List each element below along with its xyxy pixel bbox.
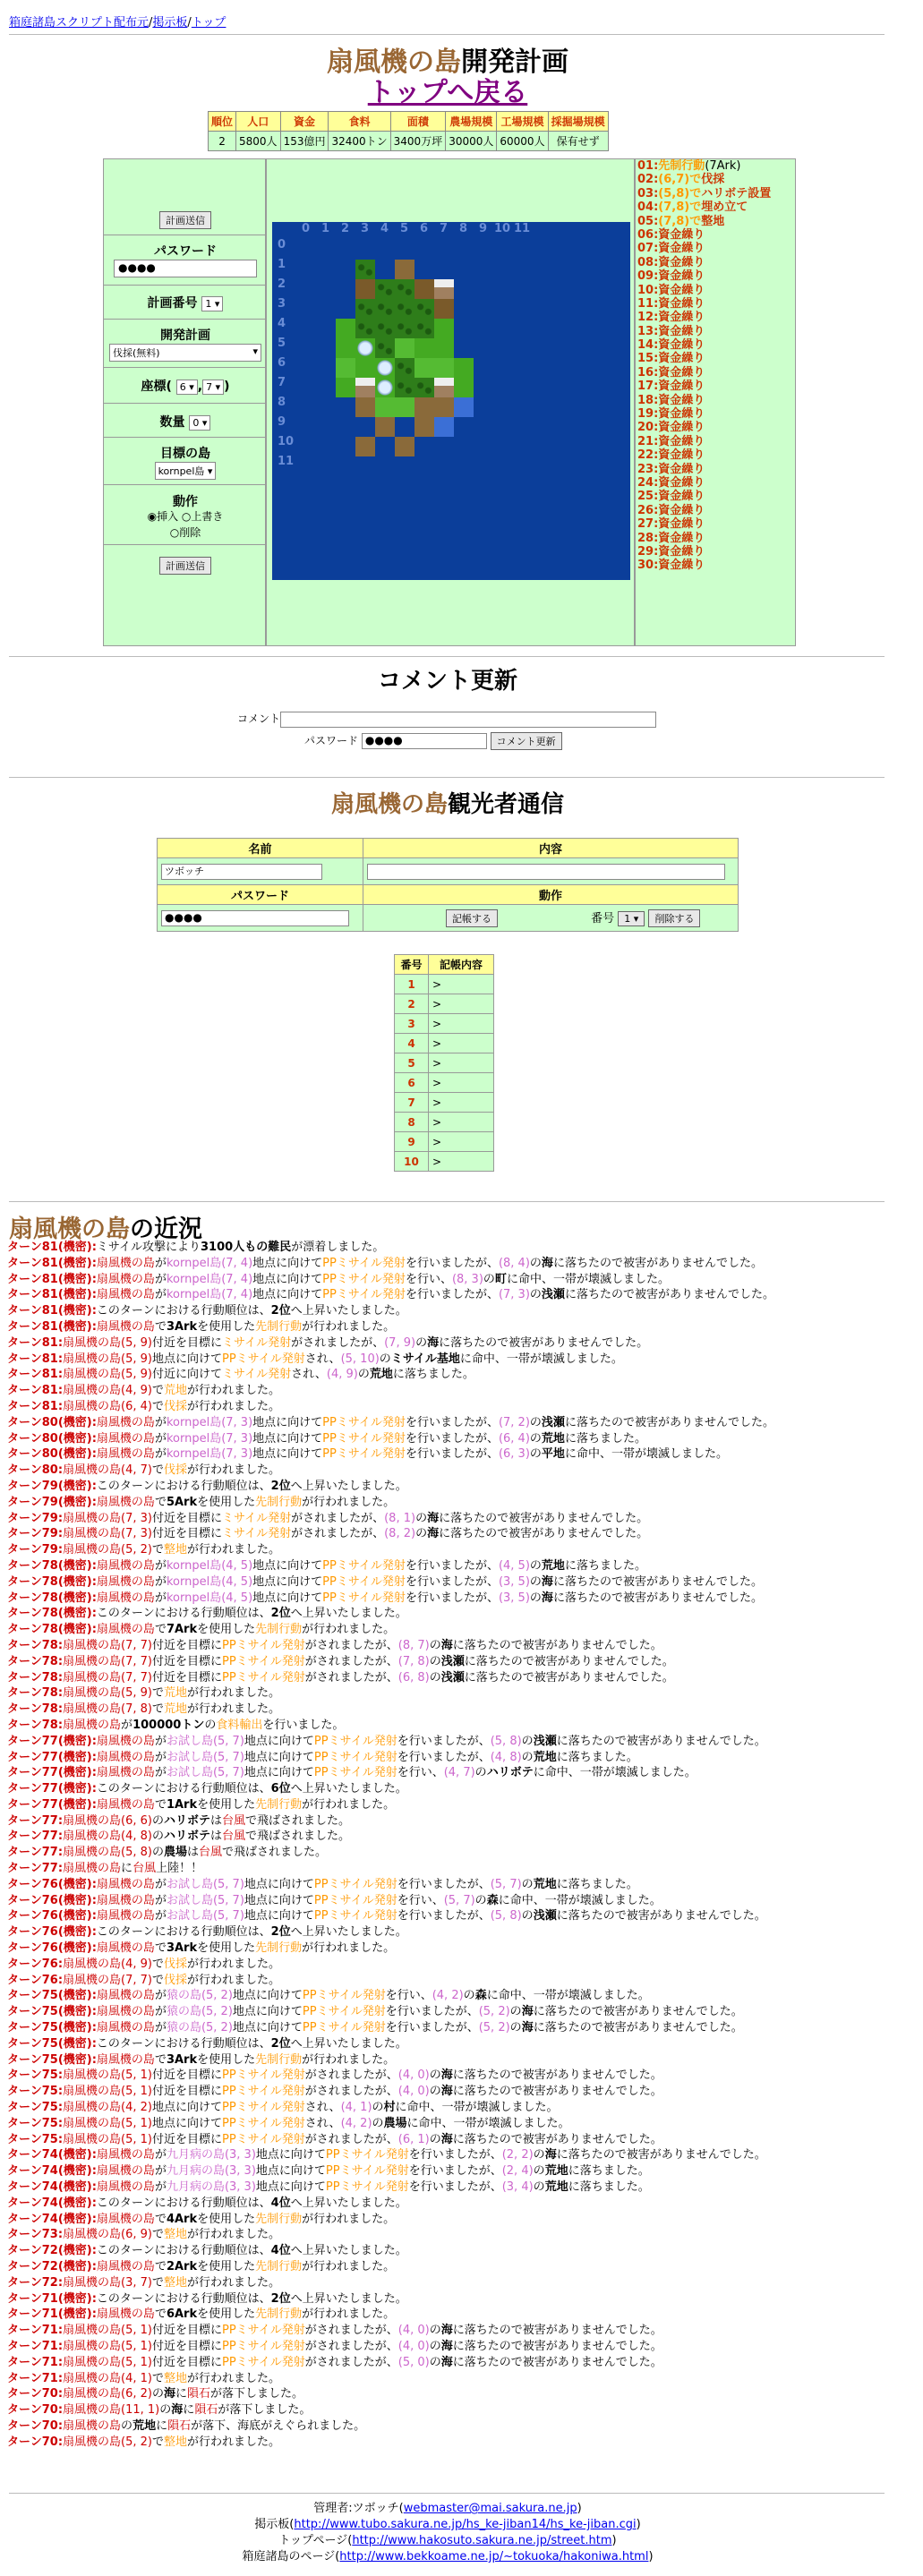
map-tile[interactable]: [375, 378, 395, 397]
log-entry: ターン71:扇風機の島(5, 1)付近を目標にPPミサイル発射がされましたが、(5, 0)の海に落ちたので被害がありませんでした。: [7, 2355, 662, 2369]
command-item[interactable]: 28:資金繰り: [637, 531, 705, 545]
map-tile[interactable]: [414, 319, 434, 338]
submit-plan-button[interactable]: 計画送信: [159, 211, 211, 229]
row-content: >: [429, 975, 494, 994]
map-tile[interactable]: [395, 378, 414, 397]
map-tile[interactable]: [355, 437, 375, 456]
map-col-label: 9: [479, 222, 488, 235]
map-tile[interactable]: [355, 279, 375, 299]
log-entry: ターン78:扇風機の島(7, 8)で荒地が行われました。: [7, 1702, 281, 1717]
map-tile[interactable]: [355, 397, 375, 417]
map-row-label: 11: [278, 455, 295, 468]
map-tile[interactable]: [434, 358, 454, 378]
divider: [9, 777, 885, 778]
quantity-select[interactable]: 0 ▾: [189, 415, 210, 431]
map-tile[interactable]: [336, 378, 355, 397]
submit-plan-button-2[interactable]: 計画送信: [159, 557, 211, 575]
map-row-label: 1: [278, 258, 286, 271]
coord-x-select[interactable]: 6 ▾: [176, 380, 198, 395]
comment-input[interactable]: [280, 712, 656, 728]
map-tile[interactable]: [336, 358, 355, 378]
nav-link-distributor[interactable]: 箱庭諸島スクリプト配布元: [9, 16, 150, 30]
map-row-label: 7: [278, 376, 286, 389]
map-row-label: 0: [278, 238, 286, 252]
command-item[interactable]: 07:資金繰り: [637, 242, 705, 256]
log-entry: ターン76(機密):扇風機の島がお試し島(5, 7)地点に向けてPPミサイル発射を行いましたが、(5, 7)の荒地に落ちました。: [7, 1877, 638, 1891]
log-entry: ターン71:扇風機の島(5, 1)付近を目標にPPミサイル発射がされましたが、(4, 0)の海に落ちたので被害がありませんでした。: [7, 2324, 662, 2338]
log-entry: ターン74(機密):扇風機の島で4Arkを使用した先制行動が行われました。: [7, 2212, 396, 2226]
map-tile[interactable]: [336, 319, 355, 338]
command-item[interactable]: 02:(6,7)で伐採: [637, 173, 725, 187]
map-tile[interactable]: [355, 378, 375, 397]
log-entry: ターン77(機密):扇風機の島がお試し島(5, 7)地点に向けてPPミサイル発射を行いましたが、(5, 8)の浅瀬に落ちたので被害がありませんでした。: [7, 1734, 766, 1748]
post-button[interactable]: 記帳する: [446, 909, 498, 927]
log-entry: ターン77:扇風機の島(4, 8)のハリボテは台風で飛ばされました。: [7, 1830, 351, 1844]
log-entry: ターン80(機密):扇風機の島がkornpel島(7, 3)地点に向けてPPミサイル発射を行いましたが、(6, 3)の平地に命中、一帯が壊滅しました。: [7, 1447, 728, 1462]
map-col-label: 8: [459, 222, 468, 235]
log-entry: ターン72(機密):このターンにおける行動順位は、4位へ上昇いたしました。: [7, 2244, 407, 2258]
password-label: パスワード: [154, 244, 217, 259]
row-content: >: [429, 1152, 494, 1172]
map-col-label: 5: [400, 222, 409, 235]
dev-plan-select[interactable]: 伐採(無料) ▾: [109, 344, 261, 362]
log-entry: ターン75(機密):扇風機の島で3Arkを使用した先制行動が行われました。: [7, 2052, 396, 2067]
log-entry: ターン79:扇風機の島(7, 3)付近を目標にミサイル発射がされましたが、(8, 2)の海に落ちたので被害がありませんでした。: [7, 1527, 649, 1541]
island-stats-table: [208, 111, 609, 151]
map-row-label: 9: [278, 415, 286, 429]
map-tile[interactable]: [395, 338, 414, 358]
back-to-top: [0, 70, 895, 109]
row-content: >: [429, 1132, 494, 1152]
map-col-label: 6: [420, 222, 429, 235]
comment-password-input[interactable]: ●●●●: [362, 733, 487, 749]
command-item[interactable]: 27:資金繰り: [637, 517, 705, 532]
radio-delete[interactable]: ○: [169, 526, 180, 539]
map-tile[interactable]: [454, 378, 474, 397]
log-entry: ターン77:扇風機の島に台風上陸！！: [7, 1862, 203, 1876]
command-item[interactable]: 20:資金繰り: [637, 421, 705, 435]
map-row-label: 4: [278, 317, 286, 330]
command-item[interactable]: 22:資金繰り: [637, 448, 705, 463]
log-entry: ターン80(機密):扇風機の島がkornpel島(7, 3)地点に向けてPPミサイル発射を行いましたが、(6, 4)の荒地に落ちました。: [7, 1431, 646, 1446]
command-item[interactable]: 24:資金繰り: [637, 475, 705, 490]
map-tile[interactable]: [454, 397, 474, 417]
log-entry: ターン75:扇風機の島(4, 2)地点に向けてPPミサイル発射され、(4, 1)の村に命中、一帯が壊滅しました。: [7, 2101, 559, 2115]
log-entry: ターン75(機密):扇風機の島が猿の島(5, 2)地点に向けてPPミサイル発射を行いましたが、(5, 2)の海に落ちたので被害がありませんでした。: [7, 2005, 743, 2019]
log-entry: ターン71(機密):このターンにおける行動順位は、2位へ上昇いたしました。: [7, 2291, 407, 2306]
log-entry: ターン79(機密):このターンにおける行動順位は、2位へ上昇いたしました。: [7, 1479, 407, 1493]
log-entry: ターン77:扇風機の島(5, 8)の農場は台風で飛ばされました。: [7, 1846, 328, 1860]
log-entry: ターン76(機密):扇風機の島がお試し島(5, 7)地点に向けてPPミサイル発射を行い、(5, 7)の森に命中、一帯が壊滅しました。: [7, 1893, 662, 1907]
command-item[interactable]: 19:資金繰り: [637, 407, 705, 422]
table-row: [395, 1093, 494, 1113]
log-entry: ターン78:扇風機の島(5, 9)で荒地が行われました。: [7, 1686, 281, 1701]
row-number: 2: [395, 994, 429, 1014]
log-entry: ターン75:扇風機の島(5, 1)付近を目標にPPミサイル発射がされましたが、(4, 0)の海に落ちたので被害がありませんでした。: [7, 2085, 662, 2099]
log-entry: ターン78(機密):扇風機の島がkornpel島(4, 5)地点に向けてPPミサイル発射を行いましたが、(3, 5)の海に落ちたので被害がありませんでした。: [7, 1591, 763, 1605]
command-item[interactable]: 12:資金繰り: [637, 311, 705, 325]
command-item[interactable]: 01:先制行動(7Ark): [637, 159, 741, 173]
plan-panel: 計画送信 パスワード ●●●● 計画番号 1 ▾ 開発計画 伐採(無料) ▾ 座標( 6 ▾ , 7 ▾ ) 数量 0 ▾ 目標の島 kornpel島 ▾ 動作 ◉挿入 ○上書き ○削除 計画送信: [103, 158, 266, 646]
table-row: [395, 1034, 494, 1053]
log-entry: ターン79:扇風機の島(5, 2)で整地が行われました。: [7, 1543, 281, 1557]
log-entry: ターン71(機密):扇風機の島で6Arkを使用した先制行動が行われました。: [7, 2307, 396, 2322]
command-item[interactable]: 06:資金繰り: [637, 227, 705, 242]
map-tile[interactable]: [395, 299, 414, 319]
map-row-label: 8: [278, 396, 286, 409]
plan-number-select[interactable]: 1 ▾: [201, 296, 223, 311]
log-entry: ターン81:扇風機の島(5, 9)地点に向けてPPミサイル発射され、(5, 10)のミサイル基地に命中、一帯が壊滅しました。: [7, 1352, 623, 1366]
quantity-label: 数量: [159, 415, 185, 430]
nav-link-top[interactable]: トップ: [191, 16, 226, 30]
row-number: 5: [395, 1053, 429, 1073]
row-content: >: [429, 1073, 494, 1093]
row-content: >: [429, 994, 494, 1014]
map-tile[interactable]: [414, 338, 434, 358]
coord-y-select[interactable]: 7 ▾: [202, 380, 224, 395]
command-item[interactable]: 15:資金繰り: [637, 352, 705, 366]
table-row: [395, 1132, 494, 1152]
comment-update-button[interactable]: コメント更新: [491, 732, 562, 750]
log-entry: ターン75:扇風機の島(5, 1)付近を目標にPPミサイル発射がされましたが、(6, 1)の海に落ちたので被害がありませんでした。: [7, 2132, 662, 2146]
map-tile[interactable]: [375, 358, 395, 378]
recent-news-log: [7, 1240, 911, 2451]
log-entry: ターン78(機密):扇風機の島で7Arkを使用した先制行動が行われました。: [7, 1623, 396, 1637]
bbs-password-input[interactable]: ●●●●: [161, 910, 349, 926]
command-item[interactable]: 21:資金繰り: [637, 434, 705, 448]
log-entry: ターン75:扇風機の島(5, 1)付近を目標にPPミサイル発射がされましたが、(4, 0)の海に落ちたので被害がありませんでした。: [7, 2068, 662, 2083]
plan-number-label: 計画番号: [147, 296, 198, 311]
command-item[interactable]: 16:資金繰り: [637, 365, 705, 380]
bbs-link[interactable]: http://www.tubo.sakura.ne.jp/hs_ke-jiban14/hs_ke-jiban.cgi: [294, 2518, 637, 2531]
map-tile[interactable]: [434, 378, 454, 397]
stats-header: 資金: [280, 112, 329, 132]
map-tile[interactable]: [434, 397, 454, 417]
target-island-select[interactable]: kornpel島 ▾: [155, 462, 217, 480]
map-tile[interactable]: [355, 319, 375, 338]
log-entry: ターン81(機密):扇風機の島がkornpel島(7, 4)地点に向けてPPミサイル発射を行いましたが、(8, 4)の海に落ちたので被害がありませんでした。: [7, 1256, 763, 1270]
log-entry: ターン74(機密):扇風機の島が九月病の島(3, 3)地点に向けてPPミサイル発射を行いましたが、(3, 4)の荒地に落ちました。: [7, 2180, 650, 2195]
log-entry: ターン70:扇風機の島の荒地に隕石が落下、海底がえぐられました。: [7, 2418, 366, 2433]
log-entry: ターン77(機密):扇風機の島で1Arkを使用した先制行動が行われました。: [7, 1797, 396, 1812]
map-tile[interactable]: [434, 279, 454, 299]
delete-button[interactable]: 削除する: [648, 909, 700, 927]
log-entry: ターン76:扇風機の島(4, 9)で伐採が行われました。: [7, 1957, 281, 1971]
map-tile[interactable]: [336, 338, 355, 358]
bbs-title: 扇風機の島観光者通信: [330, 791, 565, 818]
command-item[interactable]: 18:資金繰り: [637, 393, 705, 407]
command-item[interactable]: 10:資金繰り: [637, 283, 705, 297]
map-tile[interactable]: [395, 358, 414, 378]
table-row: [395, 1152, 494, 1172]
back-to-top-link[interactable]: トップへ戻る: [367, 77, 528, 108]
command-item[interactable]: 13:資金繰り: [637, 324, 705, 338]
comment-title: コメント更新: [377, 668, 517, 695]
stats-value: 保有せず: [548, 132, 608, 151]
map-tile[interactable]: [395, 437, 414, 456]
command-item[interactable]: 08:資金繰り: [637, 255, 705, 269]
log-entry: ターン78:扇風機の島(7, 7)付近を目標にPPミサイル発射がされましたが、(6, 8)の浅瀬に落ちたので被害がありませんでした。: [7, 1670, 674, 1685]
log-entry: ターン70:扇風機の島(5, 2)で整地が行われました。: [7, 2435, 281, 2449]
row-content: >: [429, 1093, 494, 1113]
log-entry: ターン77(機密):このターンにおける行動順位は、6位へ上昇いたしました。: [7, 1782, 407, 1796]
map-col-label: 0: [302, 222, 311, 235]
password-input[interactable]: ●●●●: [114, 260, 257, 277]
dev-plan-label: 開発計画: [160, 328, 210, 343]
map-col-label: 11: [514, 222, 531, 235]
command-item[interactable]: 26:資金繰り: [637, 503, 705, 517]
footer: 管理者:ツボッチ(webmaster@mai.sakura.ne.jp) 掲示板(http://www.tubo.sakura.ne.jp/hs_ke-jiban14/hs_ke-jiban.cgi) トップページ(http://www.hakosuto.sakura.ne.jp/street.htm) 箱庭諸島のページ(http://www.bekkoame.ne.jp/~tokuoka/hakoniwa.html): [242, 2502, 654, 2563]
divider: [9, 656, 885, 657]
log-entry: ターン79:扇風機の島(7, 3)付近を目標にミサイル発射がされましたが、(8, 1)の海に落ちたので被害がありませんでした。: [7, 1511, 649, 1525]
map-tile[interactable]: [375, 319, 395, 338]
top-nav: 箱庭諸島スクリプト配布元/掲示板/トップ: [9, 16, 226, 30]
log-entry: ターン81(機密):ミサイル攻撃により3100人もの難民が漂着しました。: [7, 1241, 385, 1254]
log-entry: ターン78:扇風機の島が100000トンの食料輸出を行いました。: [7, 1718, 345, 1732]
log-entry: ターン74(機密):扇風機の島が九月病の島(3, 3)地点に向けてPPミサイル発射を行いましたが、(2, 2)の海に落ちたので被害がありませんでした。: [7, 2148, 766, 2162]
stats-value: 153億円: [280, 132, 329, 151]
nav-link-bbs[interactable]: 掲示板: [152, 16, 188, 30]
log-entry: ターン76(機密):扇風機の島で3Arkを使用した先制行動が行われました。: [7, 1941, 396, 1956]
map-tile[interactable]: [434, 299, 454, 319]
divider: [9, 1201, 885, 1202]
log-entry: ターン76:扇風機の島(7, 7)で伐採が行われました。: [7, 1973, 281, 1987]
page-title: 扇風機の島開発計画: [327, 47, 568, 78]
command-item[interactable]: 14:資金繰り: [637, 338, 705, 353]
log-entry: ターン81(機密):扇風機の島がkornpel島(7, 4)地点に向けてPPミサイル発射を行い、(8, 3)の町に命中、一帯が壊滅しました。: [7, 1272, 670, 1286]
row-number: 4: [395, 1034, 429, 1053]
stats-value: 60000人: [497, 132, 548, 151]
log-entry: ターン81:扇風機の島(6, 4)で伐採が行われました。: [7, 1399, 281, 1413]
command-item[interactable]: 25:資金繰り: [637, 490, 705, 504]
stats-header: 順位: [209, 112, 236, 132]
map-tile[interactable]: [434, 417, 454, 437]
name-input[interactable]: ツボッチ: [161, 864, 322, 880]
admin-email-link[interactable]: webmaster@mai.sakura.ne.jp: [403, 2502, 577, 2515]
row-number: 8: [395, 1113, 429, 1132]
map-tile[interactable]: [395, 319, 414, 338]
map-col-label: 10: [494, 222, 511, 235]
delete-number-select[interactable]: 1 ▾: [618, 911, 645, 926]
content-input[interactable]: [367, 864, 725, 880]
log-entry: ターン80(機密):扇風機の島がkornpel島(7, 3)地点に向けてPPミサイル発射を行いましたが、(7, 2)の浅瀬に落ちたので被害がありませんでした。: [7, 1415, 774, 1429]
target-island-label: 目標の島: [160, 447, 210, 461]
table-row: [395, 1113, 494, 1132]
map-col-label: 3: [361, 222, 370, 235]
log-entry: ターン78:扇風機の島(7, 7)付近を目標にPPミサイル発射がされましたが、(7, 8)の浅瀬に落ちたので被害がありませんでした。: [7, 1654, 674, 1668]
stats-header: 農場規模: [446, 112, 497, 132]
command-item[interactable]: 03:(5,8)でハリボテ設置: [637, 186, 772, 200]
command-item[interactable]: 23:資金繰り: [637, 462, 705, 476]
map-panel: [266, 158, 635, 646]
log-entry: ターン78:扇風機の島(7, 7)付近を目標にPPミサイル発射がされましたが、(8, 7)の海に落ちたので被害がありませんでした。: [7, 1638, 662, 1652]
recent-news-title: 扇風機の島の近況: [9, 1215, 202, 1243]
map-tile[interactable]: [414, 378, 434, 397]
map-row-label: 10: [278, 435, 295, 448]
log-entry: ターン73:扇風機の島(6, 9)で整地が行われました。: [7, 2228, 281, 2242]
log-entry: ターン71:扇風機の島(4, 1)で整地が行われました。: [7, 2371, 281, 2385]
log-entry: ターン77(機密):扇風機の島がお試し島(5, 7)地点に向けてPPミサイル発射を行い、(4, 7)のハリボテに命中、一帯が壊滅しました。: [7, 1766, 697, 1780]
command-item[interactable]: 04:(7,8)で埋め立て: [637, 200, 748, 215]
radio-overwrite[interactable]: ○: [181, 510, 192, 523]
log-entry: ターン78(機密):扇風機の島がkornpel島(4, 5)地点に向けてPPミサイル発射を行いましたが、(3, 5)の海に落ちたので被害がありませんでした。: [7, 1574, 763, 1589]
log-entry: ターン70:扇風機の島(6, 2)の海に隕石が落下しました。: [7, 2387, 304, 2401]
action-label: 動作: [173, 495, 198, 509]
divider: [9, 34, 885, 35]
map-tile[interactable]: [454, 358, 474, 378]
stats-value: 5800人: [236, 132, 281, 151]
log-entry: ターン77(機密):扇風機の島がお試し島(5, 7)地点に向けてPPミサイル発射を行いましたが、(4, 8)の荒地に落ちました。: [7, 1750, 638, 1764]
row-number: 6: [395, 1073, 429, 1093]
command-item[interactable]: 17:資金繰り: [637, 380, 705, 394]
map-tile[interactable]: [355, 260, 375, 279]
map-col-label: 2: [341, 222, 350, 235]
map-tile[interactable]: [375, 338, 395, 358]
table-row: [395, 1014, 494, 1034]
bbs-form: 名前 内容 ツボッチ パスワード 動作 ●●●● 記帳する 番号 1 ▾ 削除する: [157, 838, 739, 932]
log-entry: ターン75(機密):扇風機の島が猿の島(5, 2)地点に向けてPPミサイル発射を行いましたが、(5, 2)の海に落ちたので被害がありませんでした。: [7, 2021, 743, 2035]
table-row: [395, 1073, 494, 1093]
map-row-label: 5: [278, 337, 286, 350]
row-number: 1: [395, 975, 429, 994]
log-entry: ターン81:扇風機の島(5, 9)付近に向けてミサイル発射され、(4, 9)の荒地に落ちました。: [7, 1368, 474, 1382]
row-content: >: [429, 1113, 494, 1132]
command-item[interactable]: 09:資金繰り: [637, 269, 705, 284]
log-entry: ターン81(機密):扇風機の島で3Arkを使用した先制行動が行われました。: [7, 1319, 396, 1334]
stats-value: 32400トン: [329, 132, 390, 151]
map-tile[interactable]: [355, 358, 375, 378]
log-entry: ターン76(機密):このターンにおける行動順位は、2位へ上昇いたしました。: [7, 1925, 407, 1940]
map-tile[interactable]: [375, 397, 395, 417]
table-row: [395, 994, 494, 1014]
stats-value: 2: [209, 132, 236, 151]
log-entry: ターン78(機密):このターンにおける行動順位は、2位へ上昇いたしました。: [7, 1607, 407, 1621]
command-item[interactable]: 29:資金繰り: [637, 544, 705, 559]
map-tile[interactable]: [434, 338, 454, 358]
command-item[interactable]: 30:資金繰り: [637, 559, 705, 573]
map-tile[interactable]: [434, 319, 454, 338]
log-entry: ターン81(機密):このターンにおける行動順位は、2位へ上昇いたしました。: [7, 1304, 407, 1318]
divider: [9, 2493, 885, 2494]
map-tile[interactable]: [414, 299, 434, 319]
log-entry: ターン76(機密):扇風機の島がお試し島(5, 7)地点に向けてPPミサイル発射を行いましたが、(5, 8)の浅瀬に落ちたので被害がありませんでした。: [7, 1909, 766, 1923]
log-entry: ターン81:扇風機の島(5, 9)付近を目標にミサイル発射がされましたが、(7, 9)の海に落ちたので被害がありませんでした。: [7, 1335, 649, 1350]
log-entry: ターン75(機密):扇風機の島が猿の島(5, 2)地点に向けてPPミサイル発射を行い、(4, 2)の森に命中、一帯が壊滅しました。: [7, 1989, 650, 2003]
log-entry: ターン74(機密):このターンにおける行動順位は、4位へ上昇いたしました。: [7, 2196, 407, 2210]
map-tile[interactable]: [414, 417, 434, 437]
map-tile[interactable]: [395, 397, 414, 417]
log-entry: ターン74(機密):扇風機の島が九月病の島(3, 3)地点に向けてPPミサイル発射を行いましたが、(2, 4)の荒地に落ちました。: [7, 2164, 650, 2179]
stats-header: 人口: [236, 112, 281, 132]
stats-header: 採掘場規模: [548, 112, 608, 132]
log-entry: ターン79(機密):扇風機の島で5Arkを使用した先制行動が行われました。: [7, 1495, 396, 1509]
table-row: [395, 975, 494, 994]
log-entry: ターン81:扇風機の島(4, 9)で荒地が行われました。: [7, 1384, 281, 1398]
map-tile[interactable]: [395, 260, 414, 279]
log-entry: ターン81(機密):扇風機の島がkornpel島(7, 4)地点に向けてPPミサイル発射を行いましたが、(7, 3)の浅瀬に落ちたので被害がありませんでした。: [7, 1288, 774, 1302]
stats-header: 食料: [329, 112, 390, 132]
map-col-label: 1: [321, 222, 330, 235]
row-number: 9: [395, 1132, 429, 1152]
log-entry: ターン75:扇風機の島(5, 1)地点に向けてPPミサイル発射され、(4, 2)の農場に命中、一帯が壊滅しました。: [7, 2116, 570, 2130]
map-tile[interactable]: [414, 397, 434, 417]
row-number: 3: [395, 1014, 429, 1034]
map-col-label: 4: [380, 222, 389, 235]
log-entry: ターン78(機密):扇風機の島がkornpel島(4, 5)地点に向けてPPミサイル発射を行いましたが、(4, 5)の荒地に落ちました。: [7, 1558, 646, 1573]
map-row-label: 2: [278, 277, 286, 291]
radio-insert[interactable]: ◉: [147, 510, 158, 523]
log-entry: ターン71:扇風機の島(5, 1)付近を目標にPPミサイル発射がされましたが、(4, 0)の海に落ちたので被害がありませんでした。: [7, 2339, 662, 2353]
island-map[interactable]: [272, 222, 630, 580]
map-tile[interactable]: [414, 279, 434, 299]
map-tile[interactable]: [375, 279, 395, 299]
log-entry: ターン75(機密):このターンにおける行動順位は、2位へ上昇いたしました。: [7, 2036, 407, 2051]
map-row-label: 3: [278, 297, 286, 311]
row-number: 7: [395, 1093, 429, 1113]
stats-value: 3400万坪: [390, 132, 446, 151]
map-tile[interactable]: [375, 299, 395, 319]
row-content: >: [429, 1053, 494, 1073]
log-entry: ターン77:扇風機の島(6, 6)のハリボテは台風で飛ばされました。: [7, 1813, 351, 1828]
map-tile[interactable]: [355, 338, 375, 358]
row-content: >: [429, 1014, 494, 1034]
top-page-link[interactable]: http://www.hakosuto.sakura.ne.jp/street.htm: [352, 2534, 612, 2547]
map-row-label: 6: [278, 356, 286, 370]
command-list: [635, 158, 796, 646]
row-number: 10: [395, 1152, 429, 1172]
log-entry: ターン80:扇風機の島(4, 7)で伐採が行われました。: [7, 1463, 281, 1478]
row-content: >: [429, 1034, 494, 1053]
stats-value: 30000人: [446, 132, 497, 151]
stats-header: 面積: [390, 112, 446, 132]
stats-header: 工場規模: [497, 112, 548, 132]
map-tile[interactable]: [355, 299, 375, 319]
log-entry: ターン72:扇風機の島(3, 7)で整地が行われました。: [7, 2275, 281, 2290]
map-tile[interactable]: [414, 358, 434, 378]
log-entry: ターン70:扇風機の島(11, 1)の海に隕石が落下しました。: [7, 2403, 312, 2418]
map-tile[interactable]: [395, 279, 414, 299]
map-tile[interactable]: [375, 417, 395, 437]
table-row: [395, 1053, 494, 1073]
log-entry: ターン72(機密):扇風機の島で2Arkを使用した先制行動が行われました。: [7, 2260, 396, 2273]
hakoniwa-page-link[interactable]: http://www.bekkoame.ne.jp/~tokuoka/hakoniwa.html: [339, 2550, 649, 2563]
command-item[interactable]: 05:(7,8)で整地: [637, 214, 725, 228]
map-col-label: 7: [440, 222, 449, 235]
command-item[interactable]: 11:資金繰り: [637, 296, 705, 311]
guestbook-table: 番号 記帳内容 1 > 2 > 3 > 4 > 5 > 6 > 7 > 8 > 9 > 10 >: [394, 954, 494, 1172]
